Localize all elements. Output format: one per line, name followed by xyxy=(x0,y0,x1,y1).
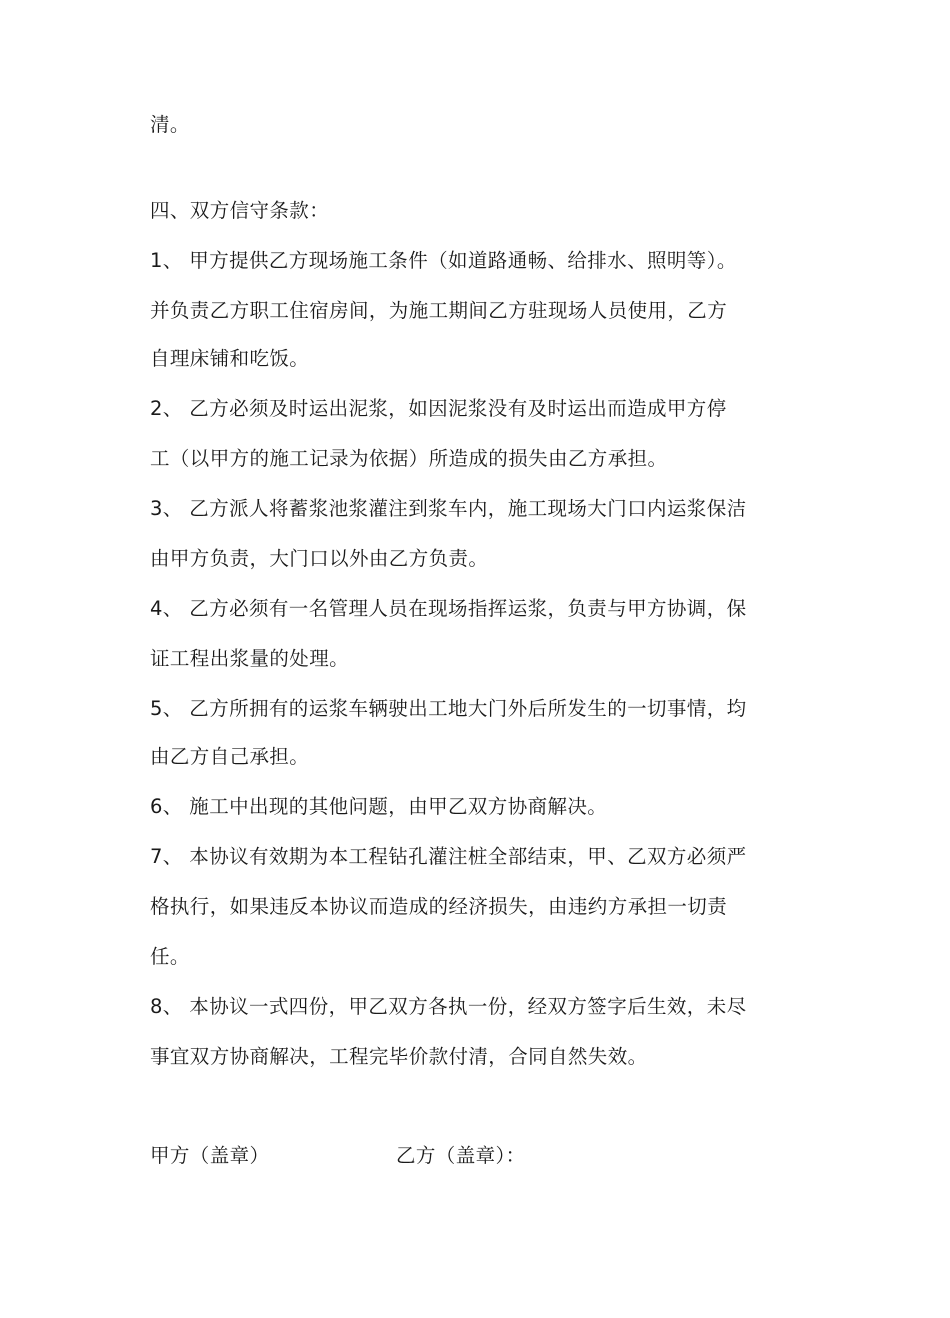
clause-2-line-2: 工（以甲方的施工记录为依据）所造成的损失由乙方承担。 xyxy=(150,447,668,470)
clause-7-line-3: 任。 xyxy=(150,945,190,968)
clause-8-line-2: 事宜双方协商解决，工程完毕价款付清，合同自然失效。 xyxy=(150,1045,648,1068)
clause-5-line-1: 5、 乙方所拥有的运浆车辆驶出工地大门外后所发生的一切事情，均 xyxy=(150,697,747,720)
continued-text: 清。 xyxy=(150,113,190,136)
clause-5-line-2: 由乙方自己承担。 xyxy=(150,745,310,768)
clause-1-line-2: 并负责乙方职工住宿房间，为施工期间乙方驻现场人员使用，乙方 xyxy=(150,299,728,322)
clause-3-line-2: 由甲方负责，大门口以外由乙方负责。 xyxy=(150,547,489,570)
clause-6-line-1: 6、 施工中出现的其他问题，由甲乙双方协商解决。 xyxy=(150,795,608,818)
clause-4-line-1: 4、 乙方必须有一名管理人员在现场指挥运浆，负责与甲方协调，保 xyxy=(150,597,747,620)
clause-3-line-1: 3、 乙方派人将蓄浆池浆灌注到浆车内，施工现场大门口内运浆保洁 xyxy=(150,497,747,520)
party-b-seal-label: 乙方（盖章）： xyxy=(396,1144,526,1167)
clause-4-line-2: 证工程出浆量的处理。 xyxy=(150,647,350,670)
clause-7-line-1: 7、 本协议有效期为本工程钻孔灌注桩全部结束，甲、乙双方必须严 xyxy=(150,845,747,868)
clause-1-line-1: 1、 甲方提供乙方现场施工条件（如道路通畅、给排水、照明等）。 xyxy=(150,249,737,272)
section-heading: 四、双方信守条款： xyxy=(150,199,330,222)
party-a-seal-label: 甲方（盖章） xyxy=(150,1144,270,1167)
clause-1-line-3: 自理床铺和吃饭。 xyxy=(150,347,310,370)
clause-8-line-1: 8、 本协议一式四份，甲乙双方各执一份，经双方签字后生效，未尽 xyxy=(150,995,747,1018)
clause-2-line-1: 2、 乙方必须及时运出泥浆，如因泥浆没有及时运出而造成甲方停 xyxy=(150,397,727,420)
clause-7-line-2: 格执行，如果违反本协议而造成的经济损失，由违约方承担一切责 xyxy=(150,895,728,918)
